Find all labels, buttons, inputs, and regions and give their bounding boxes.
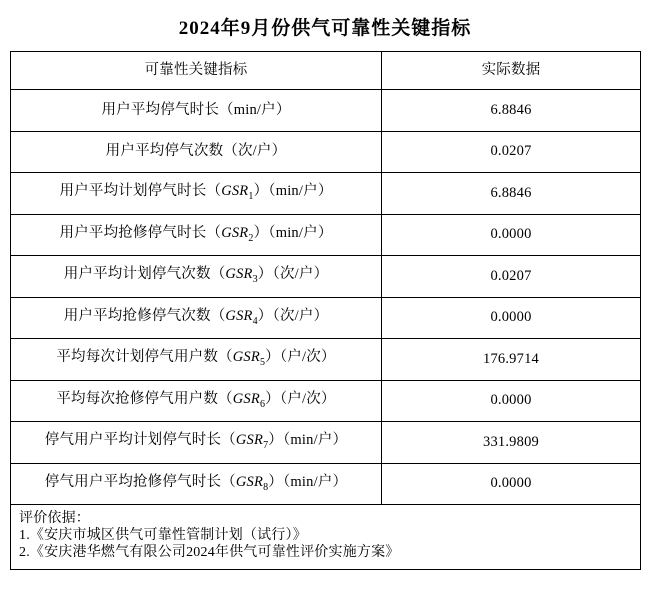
gsr-subscript: 6 [259,398,266,410]
table-header-row [11,52,641,90]
metric-label [11,131,382,173]
metric-value: 0.0207 [382,256,641,298]
metric-label-suffix: ）（min/户） [268,432,348,449]
gsr-subscript: 7 [263,440,269,452]
table-row [11,422,641,464]
notes-row [11,505,641,570]
metric-value: 0.0000 [382,214,641,256]
table-row [11,256,641,298]
gsr-subscript: 1 [248,191,254,203]
metric-value: 6.8846 [382,90,641,132]
metric-label [11,90,382,132]
notes-heading: 评价依据： [19,511,90,526]
metric-label-suffix: ）（min/户） [268,473,348,490]
metric-label-text: 用户平均计划停气次数（ [63,266,226,283]
metric-label [11,214,382,256]
gsr-symbol: GSR [225,307,253,324]
gsr-symbol: GSR [235,473,264,490]
metric-label [11,297,382,339]
metric-label-text: 平均每次计划停气用户数（ [56,349,233,366]
gsr-subscript: 4 [252,315,258,327]
metric-value: 331.9809 [382,422,641,464]
metric-value: 0.0000 [382,463,641,505]
table-body [11,52,641,570]
metric-label-suffix: ）（户/次） [265,390,336,407]
metric-value: 0.0000 [382,297,641,339]
metric-label [11,173,382,215]
metric-label-text: 用户平均停气次数（次/户） [105,143,287,160]
metric-value: 0.0000 [382,380,641,422]
metric-label-suffix: ）（次/户） [257,266,329,283]
metric-label-suffix: ）（min/户） [253,183,333,200]
table-row [11,173,641,215]
column-header-value: 实际数据 [382,52,641,90]
metric-label [11,339,382,381]
metric-value: 0.0207 [382,131,641,173]
table-row [11,339,641,381]
notes-item: 1.《安庆市城区供气可靠性管制计划（试行）》 [19,527,307,543]
gsr-symbol: GSR [221,183,249,200]
evaluation-basis-notes [11,505,641,570]
gsr-symbol: GSR [221,224,249,241]
metric-label-text: 平均每次抢修停气用户数（ [56,390,233,407]
gsr-symbol: GSR [232,390,260,407]
table-row [11,214,641,256]
metric-label-text: 停气用户平均计划停气时长（ [44,432,236,449]
gsr-subscript: 5 [259,357,266,369]
metric-label-text: 用户平均抢修停气次数（ [63,307,226,324]
metric-value: 6.8846 [382,173,641,215]
table-row [11,297,641,339]
column-header-metric: 可靠性关键指标 [11,52,382,90]
metric-label-text: 停气用户平均抢修停气时长（ [44,473,236,490]
reliability-metrics-table [10,51,641,570]
metric-value: 176.9714 [382,339,641,381]
metric-label-suffix: ）（次/户） [257,307,329,324]
gsr-symbol: GSR [235,432,264,449]
gsr-symbol: GSR [232,349,260,366]
metric-label [11,463,382,505]
gsr-subscript: 3 [252,274,258,286]
notes-item: 2.《安庆港华燃气有限公司2024年供气可靠性评价实施方案》 [19,544,400,560]
metric-label-text: 用户平均抢修停气时长（ [59,224,222,241]
table-row [11,463,641,505]
table-row [11,380,641,422]
metric-label-text: 用户平均停气时长（min/户） [101,101,291,118]
gsr-subscript: 8 [263,481,269,493]
gsr-symbol: GSR [225,266,253,283]
metric-label-text: 用户平均计划停气时长（ [59,183,222,200]
metric-label [11,380,382,422]
page-title: 2024年9月份供气可靠性关键指标 [178,18,472,39]
metric-label [11,422,382,464]
table-row [11,131,641,173]
metric-label [11,256,382,298]
metric-label-suffix: ）（户/次） [265,349,336,366]
table-row [11,90,641,132]
metric-label-suffix: ）（min/户） [253,224,333,241]
gsr-subscript: 2 [248,232,254,244]
